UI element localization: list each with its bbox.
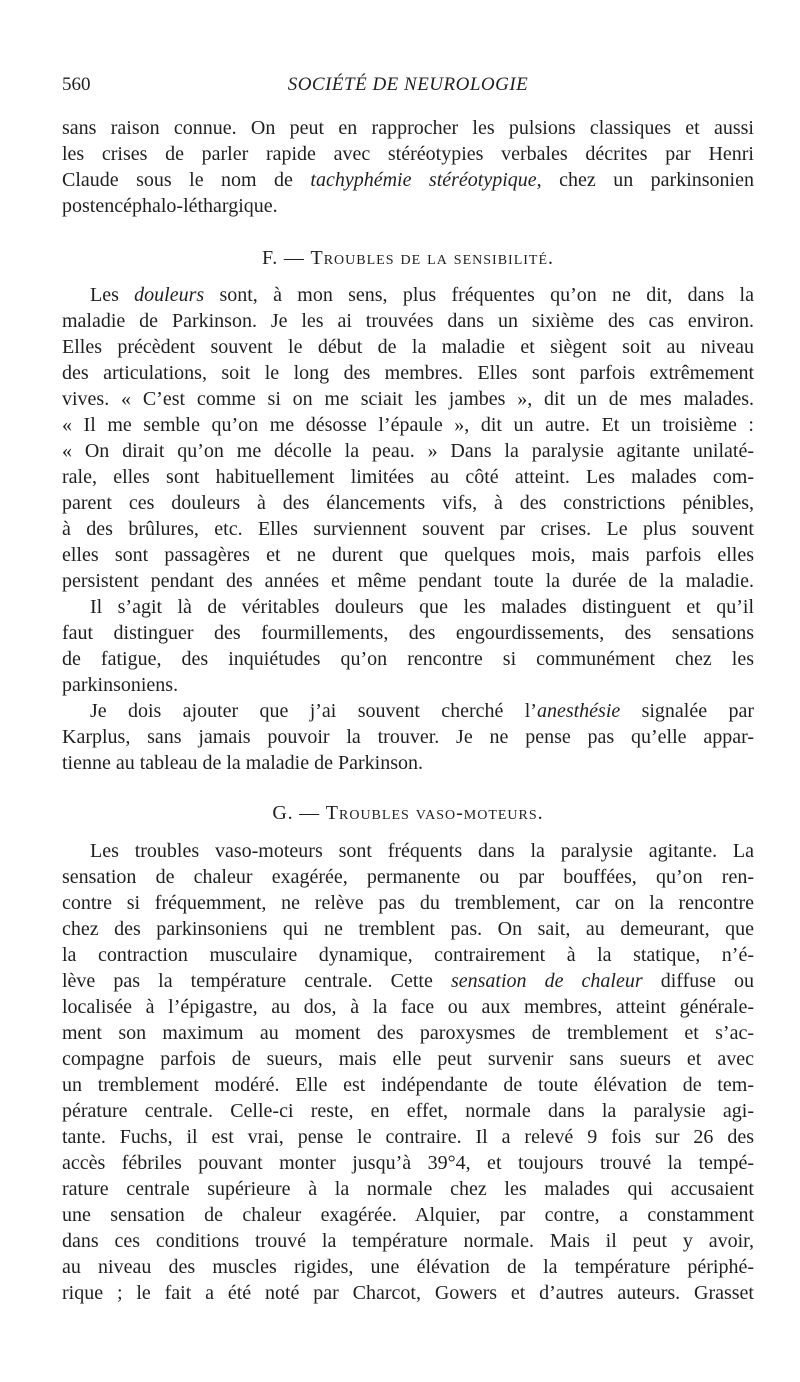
- text-fragment: Claude sous le nom de: [62, 169, 311, 191]
- text-line: Les troubles vaso-moteurs sont fréquents dans la paralysie agitante. La: [90, 840, 754, 862]
- section-title: Troubles vaso-moteurs.: [325, 802, 544, 824]
- text-line: [62, 968, 754, 994]
- text-line: « On dirait qu’on me décolle la peau. » Dans la paralysie agitante unilaté-: [62, 440, 754, 462]
- text-line: rale, elles sont habituellement limitées au côté atteint. Les malades com-: [62, 466, 754, 488]
- text-line: contre si fréquemment, ne relève pas du tremblement, car on la rencontre: [62, 892, 754, 914]
- text-line: un tremblement modéré. Elle est indépendante de toute élévation de tem-: [62, 1074, 754, 1096]
- text-line: les crises de parler rapide avec stéréotypies verbales décrites par Henri: [62, 143, 754, 165]
- text-fragment: Je dois ajouter que j’ai souvent cherché l’: [90, 700, 537, 722]
- text-fragment: diffuse ou: [642, 970, 754, 992]
- text-line: vives. « C’est comme si on me sciait les jambes », dit un de mes malades.: [62, 388, 754, 410]
- text-line: sensation de chaleur exagérée, permanente ou par bouffées, qu’on ren-: [62, 866, 754, 888]
- italic-term: sensation de chaleur: [450, 970, 643, 992]
- text-line: Elles précèdent souvent le début de la maladie et siègent soit au niveau: [62, 336, 754, 358]
- text-line: la contraction musculaire dynamique, contrairement à la statique, n’é-: [62, 944, 754, 966]
- text-line: de fatigue, des inquiétudes qu’on rencontre si communément chez les: [62, 648, 754, 670]
- text-line: persistent pendant des années et même pendant toute la durée de la maladie.: [62, 570, 754, 592]
- section-letter: G. —: [272, 802, 326, 824]
- text-line: à des brûlures, etc. Elles surviennent souvent par crises. Le plus souvent: [62, 518, 754, 540]
- page-number: 560: [62, 74, 91, 95]
- text-fragment: , chez un parkinsonien: [536, 169, 754, 191]
- text-line: ment son maximum au moment des paroxysmes de tremblement et s’ac-: [62, 1022, 754, 1044]
- running-title: SOCIÉTÉ DE NEUROLOGIE: [287, 74, 529, 95]
- text-line: compagne parfois de sueurs, mais elle peut survenir sans sueurs et avec: [62, 1048, 754, 1070]
- text-fragment: lève pas la température centrale. Cette: [62, 970, 451, 992]
- text-fragment: Les: [90, 284, 135, 306]
- text-fragment: signalée par: [620, 700, 754, 722]
- text-line: Karplus, sans jamais pouvoir la trouver. Je ne pense pas qu’elle appar-: [62, 726, 754, 748]
- text-line: accès fébriles pouvant monter jusqu’à 39°4, et toujours trouvé la tempé-: [62, 1152, 754, 1174]
- italic-term: anesthésie: [536, 700, 621, 722]
- text-line: rique ; le fait a été noté par Charcot, Gowers et d’autres auteurs. Grasset: [62, 1282, 754, 1304]
- text-line: chez des parkinsoniens qui ne tremblent pas. On sait, au demeurant, que: [62, 918, 754, 940]
- text-line: pérature centrale. Celle-ci reste, en effet, normale dans la paralysie agi-: [62, 1100, 754, 1122]
- text-line: au niveau des muscles rigides, une élévation de la température périphé-: [62, 1256, 754, 1278]
- text-fragment: sont, à mon sens, plus fréquentes qu’on ne dit, dans la: [204, 284, 754, 306]
- text-line: postencéphalo-léthargique.: [62, 195, 278, 217]
- text-line: des articulations, soit le long des membres. Elles sont parfois extrêmement: [62, 362, 754, 384]
- text-line: une sensation de chaleur exagérée. Alquier, par contre, a constamment: [62, 1204, 754, 1226]
- italic-term: douleurs: [134, 284, 205, 306]
- text-line: dans ces conditions trouvé la température normale. Mais il peut y avoir,: [62, 1230, 754, 1252]
- text-line: [62, 282, 754, 308]
- italic-term: tachyphémie stéréotypique: [310, 169, 537, 191]
- text-line: faut distinguer des fourmillements, des engourdissements, des sensations: [62, 622, 754, 644]
- text-line: Il s’agit là de véritables douleurs que les malades distinguent et qu’il: [90, 596, 754, 618]
- text-line: parkinsoniens.: [62, 674, 179, 696]
- text-line: parent ces douleurs à des élancements vifs, à des constrictions pénibles,: [62, 492, 754, 514]
- text-line: tante. Fuchs, il est vrai, pense le contraire. Il a relevé 9 fois sur 26 des: [62, 1126, 754, 1148]
- text-line: [62, 698, 754, 724]
- text-line: localisée à l’épigastre, au dos, à la face ou aux membres, atteint générale-: [62, 996, 754, 1018]
- text-line: [62, 167, 754, 193]
- text-line: maladie de Parkinson. Je les ai trouvées dans un sixième des cas environ.: [62, 310, 754, 332]
- section-heading-f: [62, 244, 754, 272]
- text-line: tienne au tableau de la maladie de Parkinson.: [62, 752, 423, 774]
- text-line: « Il me semble qu’on me désosse l’épaule », dit un autre. Et un troisième :: [62, 414, 754, 436]
- section-letter: F. —: [261, 247, 311, 269]
- section-title: Troubles de la sensibilité.: [310, 247, 555, 269]
- text-line: rature centrale supérieure à la normale chez les malades qui accusaient: [62, 1178, 754, 1200]
- text-line: elles sont passagères et ne durent que quelques mois, mais parfois elles: [62, 544, 754, 566]
- section-heading-g: [62, 799, 754, 827]
- page-header: [62, 72, 754, 98]
- text-line: sans raison connue. On peut en rapprocher les pulsions classiques et aussi: [62, 117, 754, 139]
